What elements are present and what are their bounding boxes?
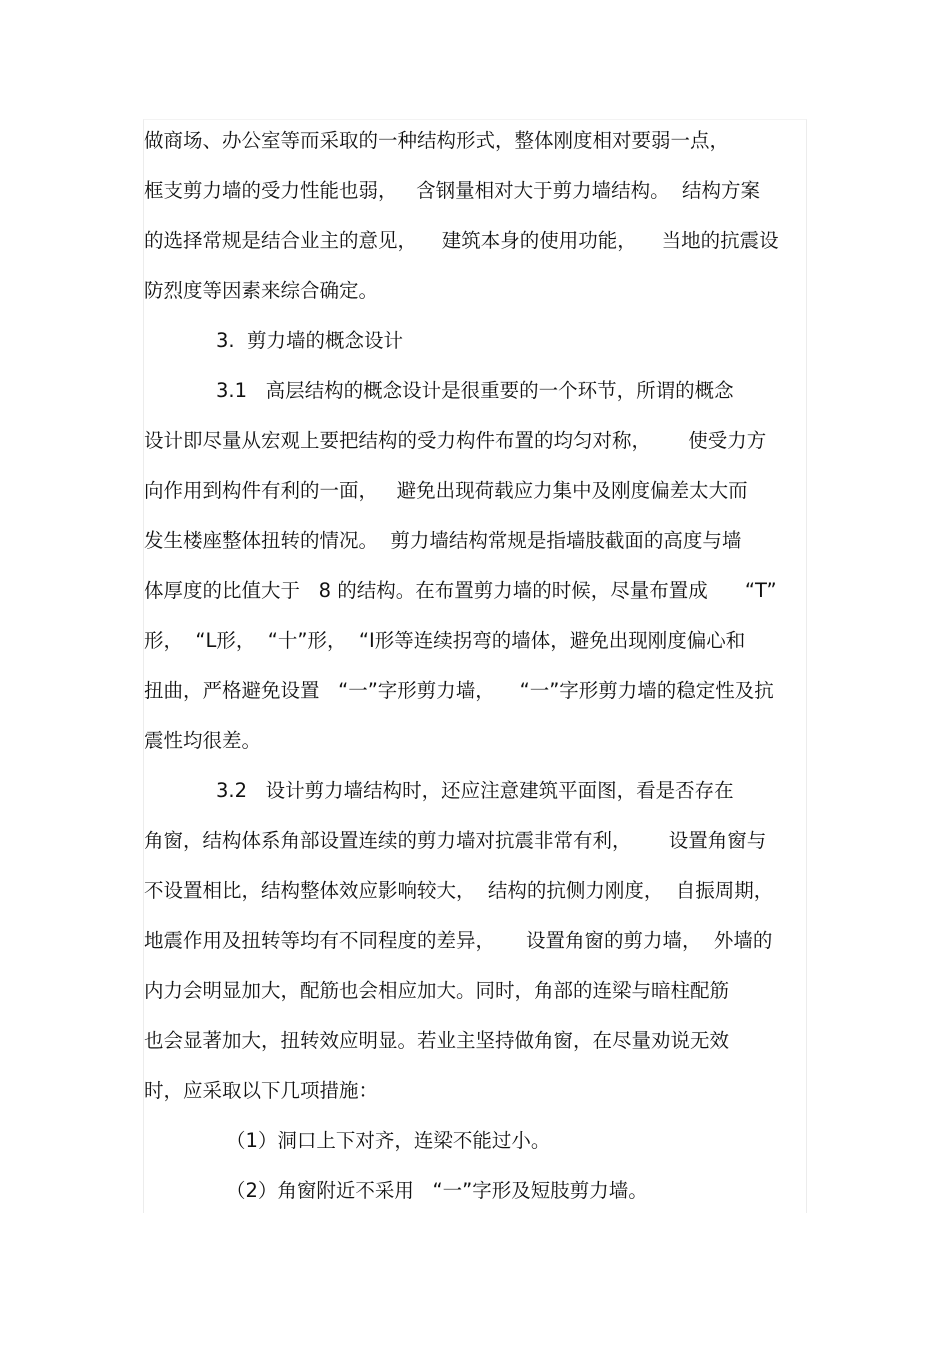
list-item: （1）洞口上下对齐，连梁不能过小。: [226, 1129, 551, 1152]
text-line: 角窗，结构体系角部设置连续的剪力墙对抗震非常有利， 设置角窗与: [144, 829, 767, 852]
text-line: 也会显著加大，扭转效应明显。若业主坚持做角窗，在尽量劝说无效: [144, 1029, 730, 1052]
text-line: 形， “L形， “十”形， “I形等连续拐弯的墙体，避免出现刚度偏心和: [144, 629, 746, 652]
text-line: 框支剪力墙的受力性能也弱， 含钢量相对大于剪力墙结构。 结构方案: [144, 179, 760, 202]
text-line: 扭曲，严格避免设置 “一”字形剪力墙， “一”字形剪力墙的稳定性及抗: [144, 679, 774, 702]
text-line: 向作用到构件有利的一面， 避免出现荷载应力集中及刚度偏差太大而: [144, 479, 748, 502]
text-line: 的选择常规是结合业主的意见， 建筑本身的使用功能， 当地的抗震设: [144, 229, 779, 252]
text-line: 设计即尽量从宏观上要把结构的受力构件布置的均匀对称， 使受力方: [144, 429, 767, 452]
text-line: 做商场、办公室等而采取的一种结构形式，整体刚度相对要弱一点，: [144, 129, 730, 152]
text-line: 发生楼座整体扭转的情况。 剪力墙结构常规是指墙肢截面的高度与墙: [144, 529, 742, 552]
text-line: 不设置相比，结构整体效应影响较大， 结构的抗侧力刚度， 自振周期，: [144, 879, 774, 902]
text-line: 时，应采取以下几项措施：: [144, 1079, 379, 1102]
text-line: 内力会明显加大，配筋也会相应加大。同时，角部的连梁与暗柱配筋: [144, 979, 730, 1002]
text-line: 防烈度等因素来综合确定。: [144, 279, 379, 302]
list-item: （2）角窗附近不采用 “一”字形及短肢剪力墙。: [226, 1179, 648, 1202]
text-line: 地震作用及扭转等均有不同程度的差异， 设置角窗的剪力墙， 外墙的: [144, 929, 773, 952]
text-line: 体厚度的比值大于 8 的结构。在布置剪力墙的时候，尽量布置成 “T”: [144, 579, 777, 602]
section-heading: 3. 剪力墙的概念设计: [216, 329, 404, 352]
paragraph-start: 3.2 设计剪力墙结构时，还应注意建筑平面图，看是否存在: [216, 779, 734, 802]
paragraph-start: 3.1 高层结构的概念设计是很重要的一个环节，所谓的概念: [216, 379, 734, 402]
text-line: 震性均很差。: [144, 729, 262, 752]
